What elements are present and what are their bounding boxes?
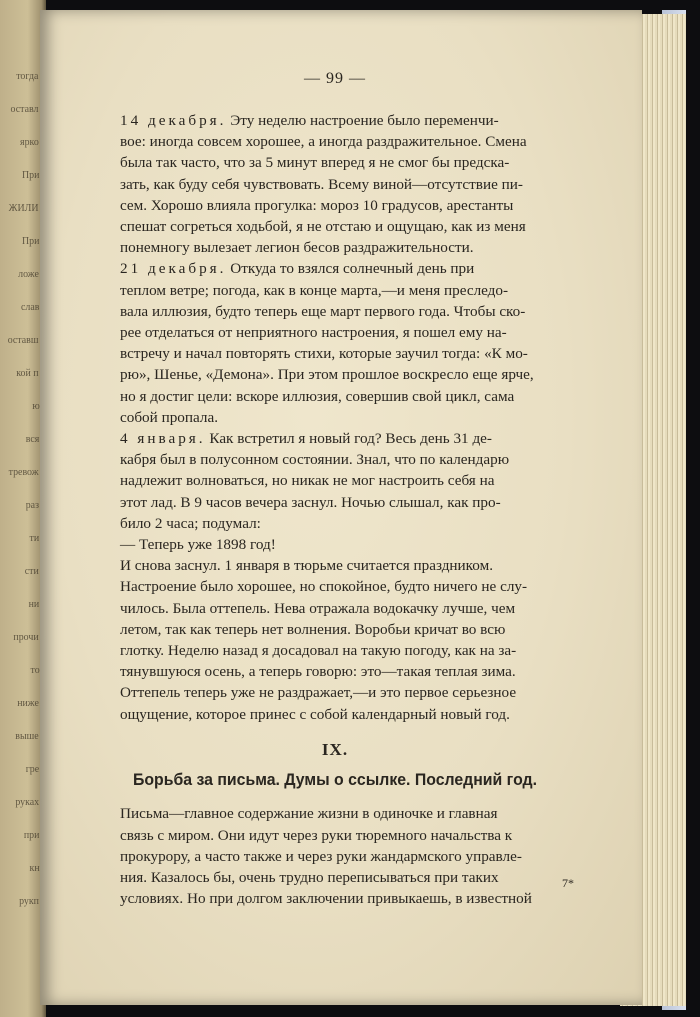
left-page-fragment: ниже: [17, 697, 39, 709]
left-page-fragment: тревож: [8, 466, 39, 478]
left-page-fragment: оставш: [7, 334, 39, 346]
entry-line: надлежит волноваться, но никак не мог настроить себя на: [120, 472, 495, 490]
entry-line: этот лад. В 9 часов вечера заснул. Ночью слышал, как про-: [120, 493, 501, 511]
page-number: — 99 —: [304, 70, 366, 87]
entry-date: 14 декабря.: [120, 112, 227, 129]
entry-line: сем. Хорошо влияла прогулка: мороз 10 градусов, арестанты: [120, 196, 514, 214]
entry-line: вое: иногда совсем хорошее, а иногда раздражительное. Смена: [120, 133, 527, 151]
left-page-fragment: ти: [29, 532, 40, 544]
entry-line: рее отделаться от неприятного настроения, я пошел ему на-: [120, 324, 507, 342]
paragraph-line: Настроение было хорошее, но спокойное, будто ничего не слу-: [120, 578, 528, 596]
left-page-fragment: ложе: [18, 268, 39, 280]
left-page-fragment: При: [21, 169, 40, 181]
left-page-fragment: кой п: [16, 367, 39, 379]
entry-line: теплом ветре; погода, как в конце марта,—и меня преследо-: [120, 281, 509, 299]
paragraph-line: летом, так как теперь нет волнения. Воробьи кричат во всю: [120, 620, 506, 638]
entry-date: 4 января.: [120, 430, 206, 448]
paragraph-line: И снова заснул. 1 января в тюрьме считается праздником.: [120, 557, 493, 575]
paragraph-line: тянувшуюся осень, а теперь говорю: это—такая теплая зима.: [120, 663, 516, 681]
chapter-number: IX.: [321, 739, 349, 759]
paragraph-line: прокурору, а часто также и через руки жандармского управле-: [120, 847, 522, 865]
paragraph-line: Письма—главное содержание жизни в одиночке и главная: [120, 805, 498, 823]
left-page-fragment: кн: [29, 862, 40, 874]
entry-line: кабря был в полусонном состоянии. Знал, что по календарю: [120, 451, 510, 469]
entry-line: вала иллюзия, будто теперь еще март первого года. Чтобы ско-: [120, 302, 526, 320]
left-page-fragment: раз: [26, 499, 40, 511]
left-page-fragment: при: [23, 829, 40, 841]
diary-entry: [96, 110, 574, 258]
left-page-fragment: ЖИЛИ: [8, 202, 39, 214]
left-page-fragment: При: [21, 235, 40, 247]
diary-entry: [96, 258, 574, 428]
paragraph-line: глотку. Неделю назад я досадовал на такую погоду, как на за-: [120, 642, 517, 660]
closing-paragraph: [96, 555, 574, 725]
left-page-fragment: ярко: [20, 136, 39, 148]
paragraph-line: ния. Казалось бы, очень трудно переписываться при таких: [120, 868, 499, 886]
left-page-fragment: слав: [20, 301, 39, 313]
entry-line: Откуда то взялся солнечный день при: [230, 260, 475, 278]
entry-line: понемногу вылезает легион бесов раздражительности.: [120, 239, 474, 257]
left-page-fragment: ни: [28, 598, 40, 610]
diary-entry: [96, 428, 574, 534]
left-page-fragment: гре: [25, 763, 40, 775]
exclamation: — Теперь уже 1898 год!: [120, 536, 276, 554]
entry-line: но я достиг цели: вскоре иллюзия, совершив свой цикл, сама: [120, 387, 515, 405]
paragraph-line: условиях. Но при долгом заключении привыкаешь, в известной: [120, 890, 532, 908]
left-page-fragment: вся: [25, 433, 40, 445]
entry-line: Эту неделю настроение было переменчи-: [230, 112, 499, 129]
left-page-fragment: то: [30, 664, 40, 676]
entry-line: рю», Шенье, «Демона». При этом прошлое воскресло еще ярче,: [120, 366, 534, 384]
book-page: [40, 10, 642, 1005]
entry-line: Как встретил я новый год? Весь день 31 де-: [209, 430, 492, 448]
paragraph-line: связь с миром. Они идут через руки тюремного начальства к: [120, 826, 513, 844]
entry-line: зать, как буду себя чувствовать. Всему виной—отсутствие пи-: [120, 175, 523, 193]
left-page-fragment: прочи: [13, 631, 39, 643]
left-page-fragment: рукп: [19, 895, 39, 907]
chapter-paragraph: [96, 803, 574, 909]
chapter-title: Борьба за письма. Думы о ссылке. Последний год.: [132, 771, 538, 790]
body-text: [96, 110, 574, 909]
left-page-fragment: сти: [25, 565, 40, 577]
left-page-fragment: оставл: [10, 103, 39, 115]
paragraph-line: Оттепель теперь уже не раздражает,—и это первое серьезное: [120, 684, 517, 702]
left-page-fragment: тогда: [16, 70, 39, 82]
left-page-fragment: руках: [14, 796, 39, 808]
left-page-fragment: выше: [15, 730, 39, 742]
entry-line: была так часто, что за 5 минут вперед я не смог бы предска-: [120, 154, 510, 172]
entry-date: 21 декабря.: [120, 260, 227, 278]
entry-line: спешат согреться ходьбой, я не отстаю и ощущаю, как из меня: [120, 218, 526, 236]
entry-line: собой пропала.: [120, 408, 219, 426]
entry-line: встречу и начал повторять стихи, которые заучил тогда: «К мо-: [120, 345, 528, 363]
signature-mark: 7*: [562, 876, 574, 890]
left-page-fragment: ю: [32, 400, 40, 412]
entry-line: било 2 часа; подумал:: [120, 514, 261, 532]
paragraph-line: ощущение, которое принес с собой календарный новый год.: [120, 705, 510, 723]
paragraph-line: чилось. Была оттепель. Нева отражала водокачку лучше, чем: [120, 599, 516, 617]
